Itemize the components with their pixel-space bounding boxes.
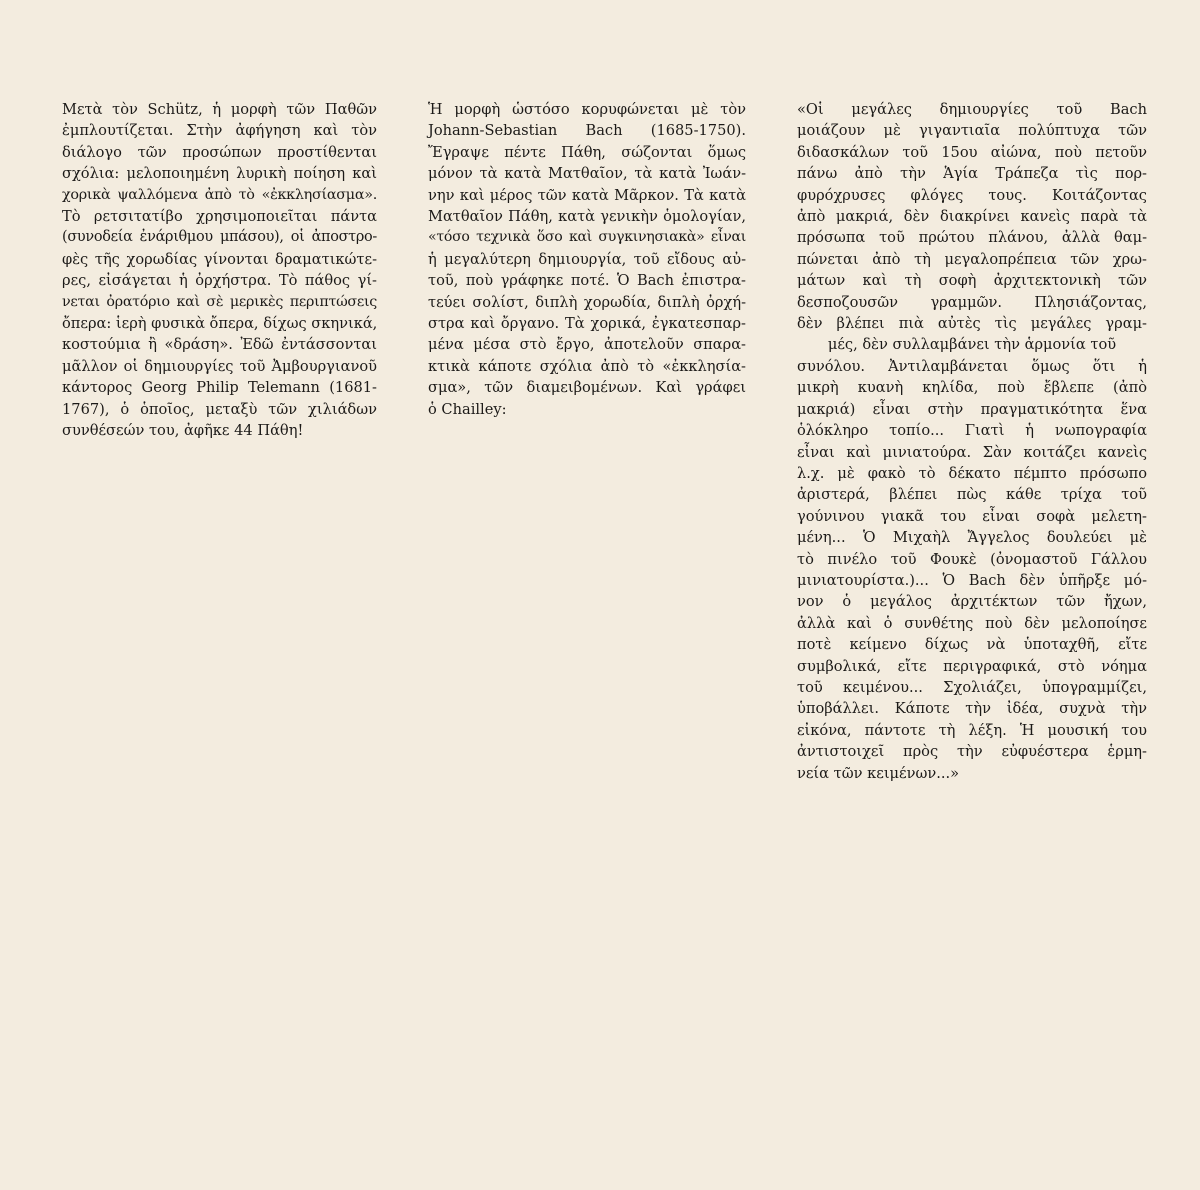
text-line: Μετὰ τὸν Schütz, ἡ μορφὴ τῶν Παθῶν	[62, 101, 377, 118]
text-line: ἀντιστοιχεῖ πρὸς τὴν εὐφυέστερα ἑρμη-	[797, 743, 1147, 761]
text-line: χορικὰ ψαλλόμενα ἀπὸ τὸ «ἐκκλησίασμα».	[62, 186, 377, 203]
text-line: τοῦ κειμένου... Σχολιάζει, ὑπογραμμίζει,	[797, 678, 1147, 696]
text-line: μινιατουρίστα.)... Ὁ Bach δὲν ὑπῆρξε μό-	[797, 571, 1147, 589]
text-line: Ἡ μορφὴ ὡστόσο κορυφώνεται μὲ τὸν	[428, 101, 746, 118]
text-line: δεσποζουσῶν γραμμῶν. Πλησιάζοντας,	[797, 293, 1147, 311]
text-line: τεύει σολίστ, διπλὴ χορωδία, διπλὴ ὀρχή-	[428, 293, 746, 311]
text-line: ἐμπλουτίζεται. Στὴν ἀφήγηση καὶ τὸν	[62, 122, 377, 140]
text-line: κτικὰ κάποτε σχόλια ἀπὸ τὸ «ἐκκλησία-	[428, 357, 746, 375]
text-line: ὑποβάλλει. Κάποτε τὴν ἰδέα, συχνὰ τὴν	[797, 700, 1147, 718]
text-line: μές, δὲν συλλαμβάνει τὴν ἁρμονία τοῦ	[827, 336, 1117, 354]
text-line: μᾶλλον οἱ δημιουργίες τοῦ Ἀμβουργιανοῦ	[62, 357, 377, 375]
text-line: συμβολικά, εἴτε περιγραφικά, στὸ νόημα	[797, 657, 1147, 675]
text-line: μακριά) εἶναι στὴν πραγματικότητα ἕνα	[797, 400, 1147, 418]
text-line: πώνεται ἀπὸ τὴ μεγαλοπρέπεια τῶν χρω-	[797, 250, 1147, 268]
text-line: εἶναι καὶ μινιατούρα. Σὰν κοιτάζει κανεὶς	[797, 443, 1147, 461]
text-line: Ἔγραψε πέντε Πάθη, σώζονται ὅμως	[428, 143, 746, 161]
text-line: ἀπὸ μακριά, δὲν διακρίνει κανεὶς παρὰ τὰ	[797, 208, 1147, 226]
text-line: εἰκόνα, πάντοτε τὴ λέξη. Ἡ μουσική του	[797, 721, 1147, 739]
text-line: μένα μέσα στὸ ἔργο, ἀποτελοῦν σπαρα-	[428, 336, 746, 354]
text-line: τοῦ, ποὺ γράφηκε ποτέ. Ὁ Bach ἐπιστρα-	[428, 272, 746, 290]
text-line: σμα», τῶν διαμειβομένων. Καὶ γράφει	[428, 379, 746, 397]
text-line: ἀριστερά, βλέπει πὼς κάθε τρίχα τοῦ	[797, 486, 1147, 504]
text-line: γούνινου γιακᾶ του εἶναι σοφὰ μελετη-	[797, 507, 1147, 525]
text-line: νον ὁ μεγάλος ἀρχιτέκτων τῶν ἤχων,	[797, 593, 1147, 611]
text-line: 1767), ὁ ὁποῖος, μεταξὺ τῶν χιλιάδων	[62, 400, 377, 418]
text-line: «Οἱ μεγάλες δημιουργίες τοῦ Bach	[797, 101, 1147, 118]
text-line: σχόλια: μελοποιημένη λυρικὴ ποίηση καὶ	[62, 165, 377, 183]
text-line: πρόσωπα τοῦ πρώτου πλάνου, ἀλλὰ θαμ-	[797, 229, 1147, 247]
text-line: Johann-Sebastian Bach (1685-1750).	[428, 122, 746, 140]
text-line: φυρόχρυσες φλόγες τους. Κοιτάζοντας	[797, 186, 1147, 204]
text-line: νεται ὀρατόριο καὶ σὲ μερικὲς περιπτώσεις	[62, 293, 377, 310]
text-line: φὲς τῆς χορωδίας γίνονται δραματικώτε-	[62, 250, 377, 268]
text-column-3	[797, 99, 1147, 784]
text-column-2	[428, 99, 746, 420]
text-line: μένη... Ὁ Μιχαὴλ Ἄγγελος δουλεύει μὲ	[797, 529, 1147, 547]
text-line: «τόσο τεχνικὰ ὅσο καὶ συγκινησιακὰ» εἶναι	[428, 229, 746, 246]
text-line: τὸ πινέλο τοῦ Φουκὲ (ὀνομαστοῦ Γάλλου	[797, 550, 1147, 568]
text-line: νην καὶ μέρος τῶν κατὰ Μᾶρκον. Τὰ κατὰ	[428, 186, 746, 204]
text-line: λ.χ. μὲ φακὸ τὸ δέκατο πέμπτο πρόσωπο	[797, 464, 1147, 482]
text-line: συνόλου. Ἀντιλαμβάνεται ὅμως ὅτι ἡ	[797, 357, 1147, 375]
text-line: κάντορος Georg Philip Telemann (1681-	[62, 379, 377, 397]
text-line: μοιάζουν μὲ γιγαντιαῖα πολύπτυχα τῶν	[797, 122, 1147, 140]
text-line: Τὸ ρετσιτατίβο χρησιμοποιεῖται πάντα	[62, 208, 377, 226]
text-line: μικρὴ κυανὴ κηλίδα, ποὺ ἔβλεπε (ἀπὸ	[797, 379, 1147, 397]
text-line: στρα καὶ ὄργανο. Τὰ χορικά, ἐγκατεσπαρ-	[428, 315, 746, 333]
text-line: (συνοδεία ἐνάριθμου μπάσου), οἱ ἀποστρο-	[62, 229, 377, 246]
text-line: ὄπερα: ἱερὴ φυσικὰ ὄπερα, δίχως σκηνικά,	[62, 315, 378, 333]
text-line: Ματθαῖον Πάθη, κατὰ γενικὴν ὁμολογίαν,	[428, 208, 746, 226]
text-line: διάλογο τῶν προσώπων προστίθενται	[62, 143, 377, 161]
text-line: πάνω ἀπὸ τὴν Ἁγία Τράπεζα τὶς πορ-	[797, 165, 1147, 183]
text-line: ποτὲ κείμενο δίχως νὰ ὑποταχθῆ, εἴτε	[797, 636, 1147, 654]
text-line: μόνον τὰ κατὰ Ματθαῖον, τὰ κατὰ Ἰωάν-	[428, 165, 746, 183]
text-line: ὁλόκληρο τοπίο... Γιατὶ ἡ νωπογραφία	[797, 422, 1147, 440]
text-line: κοστούμια ἢ «δράση». Ἐδῶ ἐντάσσονται	[62, 336, 377, 354]
text-line: ρες, εἰσάγεται ἡ ὀρχήστρα. Τὸ πάθος γί-	[62, 272, 377, 290]
text-line: συνθέσεών του, ἀφῆκε 44 Πάθη!	[62, 422, 304, 440]
text-column-1	[62, 99, 377, 442]
text-line: ἡ μεγαλύτερη δημιουργία, τοῦ εἴδους αὐ-	[428, 250, 746, 268]
text-line: διδασκάλων τοῦ 15ου αἰώνα, ποὺ πετοῦν	[797, 143, 1147, 161]
text-line: μάτων καὶ τὴ σοφὴ ἀρχιτεκτονικὴ τῶν	[797, 272, 1147, 290]
text-line: δὲν βλέπει πιὰ αὐτὲς τὶς μεγάλες γραμ-	[797, 315, 1147, 333]
text-line: ὁ Chailley:	[428, 400, 507, 418]
text-line: ἀλλὰ καὶ ὁ συνθέτης ποὺ δὲν μελοποίησε	[797, 614, 1147, 632]
text-line: νεία τῶν κειμένων...»	[797, 764, 960, 782]
